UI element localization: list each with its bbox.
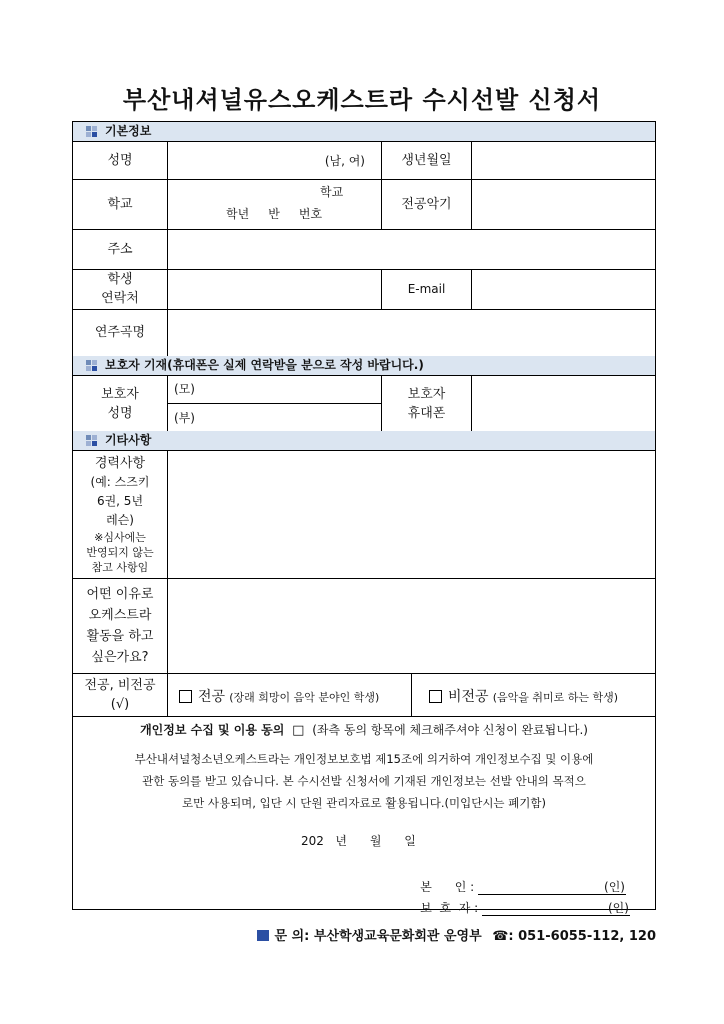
school-label: 학교 [107, 196, 133, 212]
section-header-guardian: 보호자 기재(휴대폰은 실제 연락받을 분으로 작성 바랍니다.) [73, 356, 655, 376]
section-square-icon [86, 435, 98, 447]
consent-checkbox[interactable]: □ [292, 723, 305, 738]
inquiry-footer: 문 의: 부산학생교육문화회관 운영부 ☎: 051-6055-112, 120 [257, 925, 656, 944]
gender-hint: (남, 여) [324, 154, 365, 168]
self-signature-row[interactable]: 본 인 : (인) [420, 880, 625, 894]
email-label: E-mail [407, 281, 446, 296]
birth-label: 생년월일 [401, 153, 452, 168]
nonmajor-option[interactable]: 비전공 (음악을 취미로 하는 학생) [429, 686, 653, 706]
major-option[interactable]: 전공 (장래 희망이 음악 분야인 학생) [179, 686, 411, 706]
address-field[interactable] [168, 229, 655, 269]
phone-number: 051-6055-112, 120 [518, 929, 656, 944]
consent-note: (좌측 동의 항목에 체크해주셔야 신청이 완료됩니다.) [312, 723, 588, 737]
guardian-phone-label: 보호자 휴대폰 [407, 386, 446, 421]
address-label: 주소 [107, 241, 133, 257]
instrument-field[interactable] [472, 179, 655, 229]
father-name-field[interactable]: (부) [174, 411, 195, 425]
guardian-phone-field[interactable] [472, 376, 655, 431]
student-contact-label: 학생 연락처 [101, 272, 139, 306]
section-header-etc: 기타사항 [73, 431, 655, 451]
application-form [72, 121, 656, 915]
school-word: 학교 [320, 185, 344, 199]
career-field[interactable] [168, 451, 655, 578]
student-contact-field[interactable] [168, 269, 381, 309]
name-label: 성명 [107, 153, 133, 168]
name-field[interactable] [168, 142, 381, 179]
email-field[interactable] [472, 269, 655, 309]
guardian-name-label: 보호자 성명 [101, 386, 139, 421]
phone-icon: ☎: [492, 929, 514, 944]
piece-label: 연주곡명 [94, 325, 146, 340]
section-square-icon [86, 360, 98, 372]
square-bullet-icon [257, 930, 269, 941]
date-line[interactable]: 202 년 월 일 [301, 834, 416, 848]
reason-label: 어떤 이유로 오케스트라 활동을 하고 싶은가요? [86, 586, 154, 665]
career-label: 경력사항 (예: 스즈키 6권, 5년 레슨) ※심사에는 반영되지 않는 참고 사항임 [86, 456, 154, 574]
consent-heading: 개인정보 수집 및 이용 동의 [140, 723, 285, 737]
consent-body: 부산내셔널청소년오케스트라는 개인정보보호법 제15조에 의거하여 개인정보수집 및 이용에 관한 동의를 받고 있습니다. 본 수시선발 신청서에 기재된 개인정보는 선발 안내의 목적으 로만 사용되며, 입단 시 단원 관리자료로 활용됩니다.(미입단시는 폐기함) [134, 752, 594, 810]
guardian-signature-row[interactable]: 보 호 자 : (인) [420, 901, 629, 915]
major-label: 전공, 비전공 (√) [84, 677, 156, 712]
form-title: 부산내셔널유스오케스트라 수시선발 신청서 [122, 86, 602, 114]
section-header-basic: 기본정보 [73, 122, 655, 142]
consent-heading-row [73, 721, 655, 743]
mother-name-field[interactable]: (모) [174, 382, 195, 396]
school-field[interactable] [168, 179, 381, 229]
piece-field[interactable] [168, 309, 655, 356]
nonmajor-checkbox[interactable] [429, 690, 442, 703]
reason-field[interactable] [168, 578, 655, 673]
major-checkbox[interactable] [179, 690, 192, 703]
grade-class-number: 학년 반 번호 [226, 207, 323, 221]
section-square-icon [86, 126, 98, 138]
birth-field[interactable] [472, 142, 655, 179]
instrument-label: 전공악기 [401, 196, 452, 212]
